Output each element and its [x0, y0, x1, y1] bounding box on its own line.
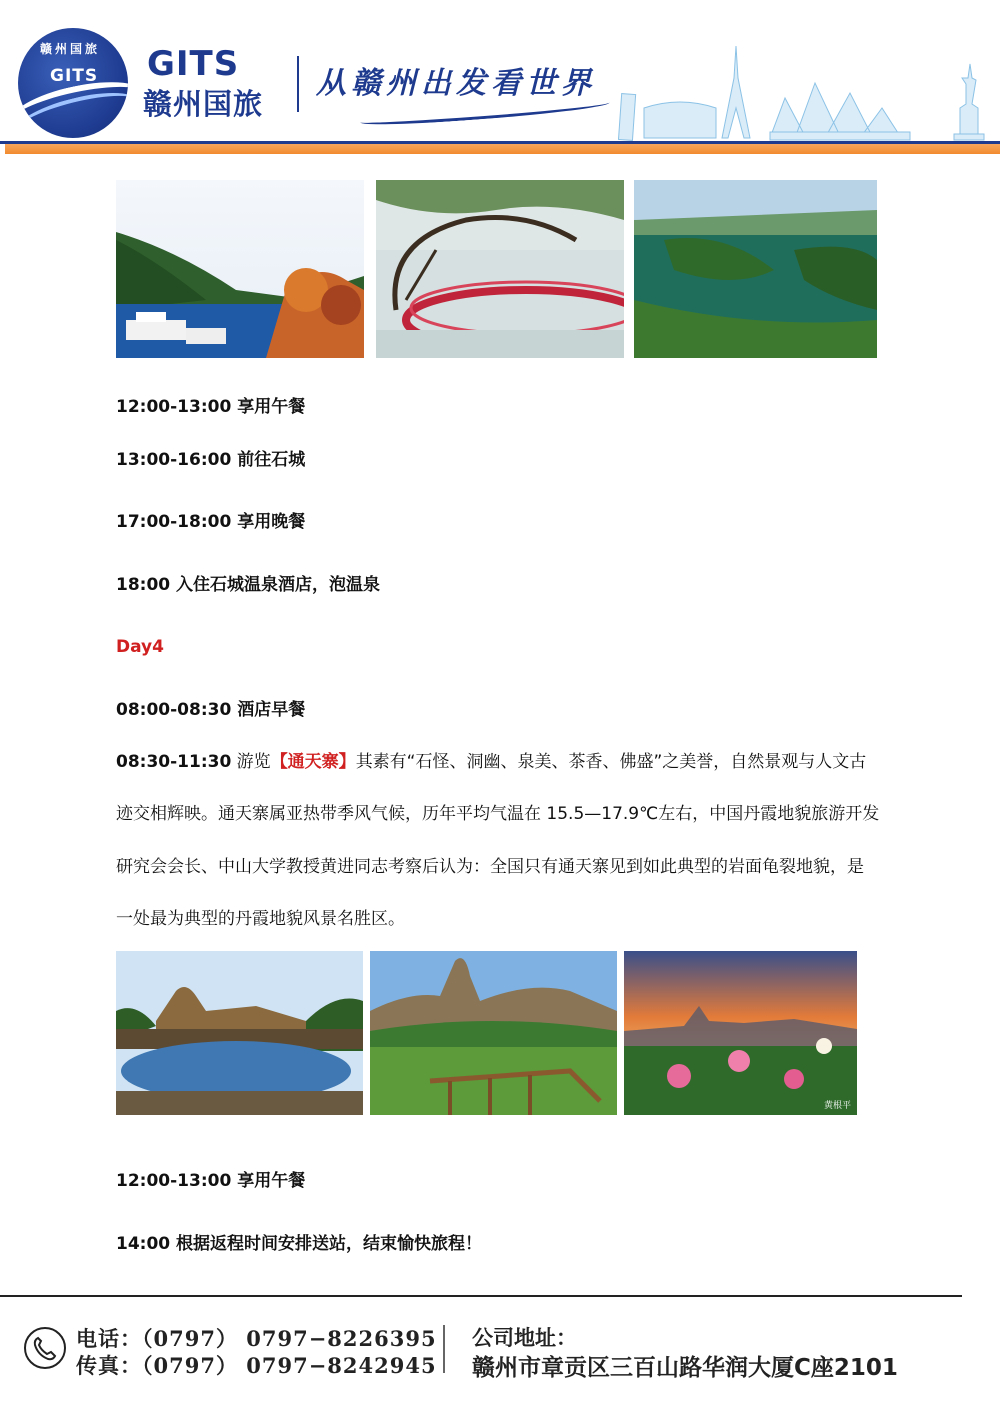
- photo-danxia-pond: [116, 951, 363, 1115]
- footer-address: 赣州市章贡区三百山路华润大厦C座2101: [472, 1355, 898, 1381]
- footer-telephone: 电话：（0797） 0797−8226395: [76, 1326, 437, 1351]
- para-time: 08:30-11:30: [116, 752, 232, 772]
- itinerary-breakfast: 08:00-08:30 酒店早餐: [116, 700, 306, 720]
- phone-icon: [24, 1327, 66, 1369]
- photo-watermark: 黄根平: [823, 1101, 851, 1111]
- photo-red-boardwalk: [376, 180, 624, 358]
- itinerary-to-shicheng: 13:00-16:00 前往石城: [116, 450, 306, 470]
- itinerary-lunch: 12:00-13:00 享用午餐: [116, 397, 306, 417]
- day-heading: Day4: [116, 637, 164, 657]
- world-landmarks-illustration: [610, 38, 1000, 142]
- brand-name-cn: 赣州国旅: [143, 87, 264, 121]
- tongtianzhai-paragraph-line3: 研究会会长、中山大学教授黄进同志考察后认为：全国只有通天寨见到如此典型的岩面龟裂地貌，是: [116, 857, 864, 877]
- footer-divider: [443, 1325, 445, 1373]
- itinerary-dinner: 17:00-18:00 享用晚餐: [116, 512, 306, 532]
- photo-aerial-reservoir: [634, 180, 877, 358]
- header-slogan: 从赣州出发看世界: [316, 66, 596, 101]
- itinerary-departure: 14:00 根据返程时间安排送站，结束愉快旅程！: [116, 1234, 483, 1254]
- logo-inner-text: GITS: [50, 66, 99, 86]
- tongtianzhai-paragraph-line2: 迹交相辉映。通天寨属亚热带季风气候，历年平均气温在 15.5—17.9℃左右，中国丹霞地貌旅游开发: [116, 804, 880, 824]
- footer-address-label: 公司地址：: [472, 1326, 577, 1350]
- brand-name-en: GITS: [147, 44, 240, 84]
- tongtianzhai-paragraph-line4: 一处最为典型的丹霞地貌风景名胜区。: [116, 909, 405, 929]
- footer-rule: [0, 1295, 962, 1297]
- para-visit: 游览: [231, 752, 271, 772]
- header-divider: [297, 56, 299, 112]
- footer-fax: 传真：（0797） 0797−8242945: [76, 1353, 437, 1378]
- tongtianzhai-paragraph-line1: [116, 750, 906, 774]
- itinerary-final-lunch: 12:00-13:00 享用午餐: [116, 1171, 306, 1191]
- para-spot-name: 【通天寨】: [270, 752, 356, 772]
- photo-danxia-lotus-field: [370, 951, 617, 1115]
- header-orange-band: [5, 144, 1000, 154]
- para-intro: 其素有“石怪、洞幽、泉美、茶香、佛盛”之美誉，自然景观与人文古: [355, 752, 867, 772]
- photo-sunset-lotus: [624, 951, 857, 1115]
- itinerary-hotel: 18:00 入住石城温泉酒店，泡温泉: [116, 575, 381, 595]
- photo-lake-boats: [116, 180, 364, 358]
- logo-ring-text: 赣州国旅: [40, 42, 101, 56]
- company-logo: [18, 28, 128, 138]
